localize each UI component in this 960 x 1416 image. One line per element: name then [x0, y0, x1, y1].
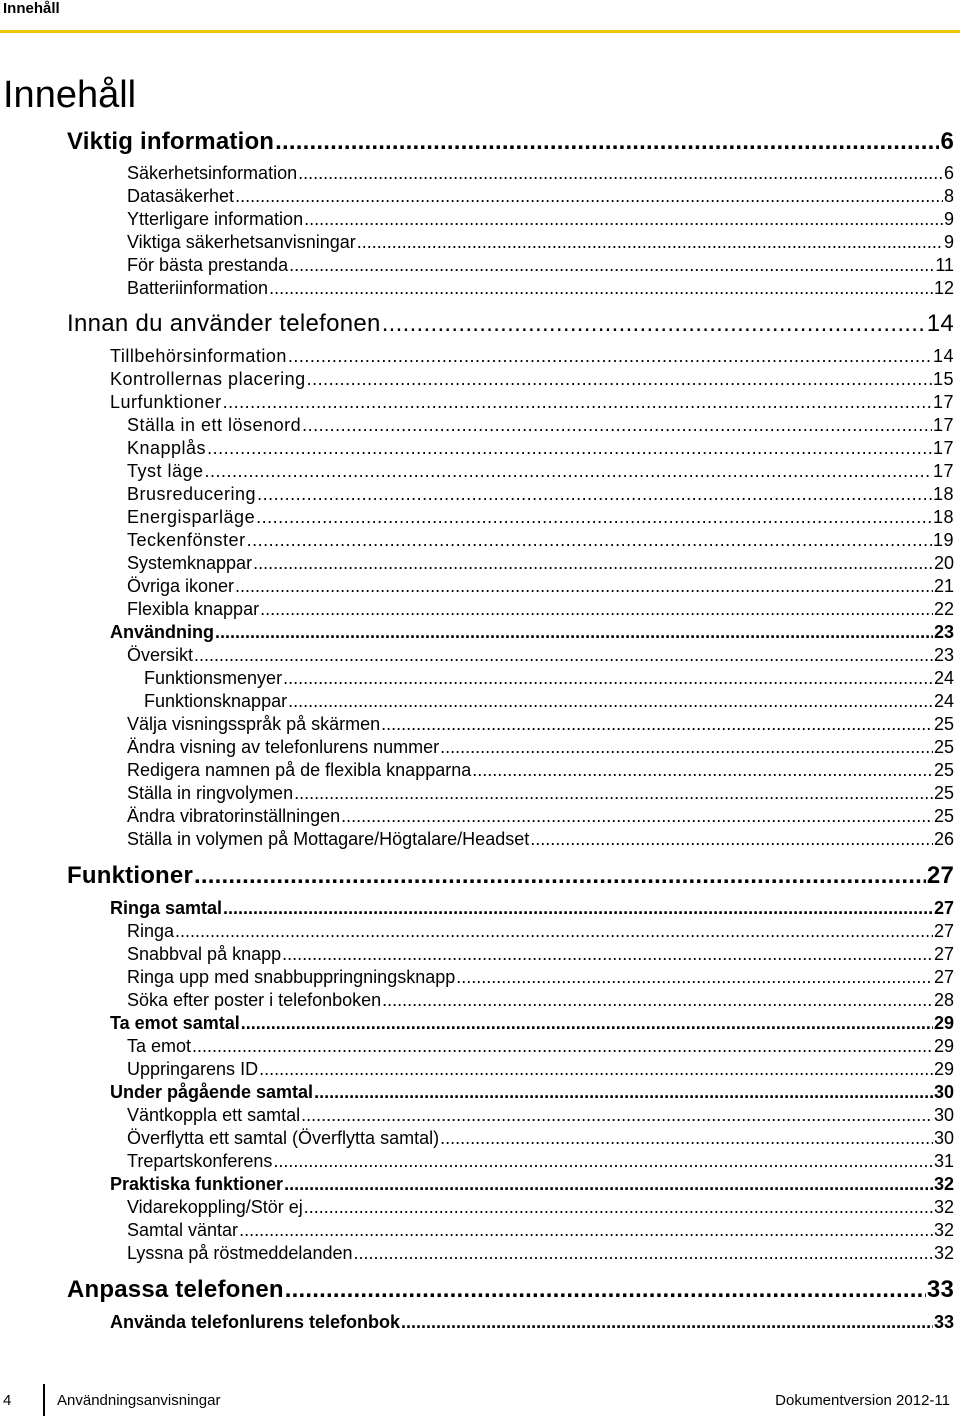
- toc-entry[interactable]: [127, 553, 954, 574]
- toc-entry-page: 30: [933, 1082, 954, 1102]
- toc-dot-leader: [215, 622, 933, 643]
- toc-entry-page: 33: [933, 1312, 954, 1332]
- toc-dot-leader: [440, 1128, 933, 1149]
- toc-entry[interactable]: [67, 862, 954, 890]
- toc-entry-page: 6: [943, 163, 954, 183]
- header-bar: [0, 0, 960, 33]
- toc-entry-page: 18: [932, 507, 954, 527]
- header-title: Innehåll: [3, 0, 60, 17]
- toc-entry-page: 25: [933, 737, 954, 757]
- toc-entry-page: 20: [933, 553, 954, 573]
- toc-entry-title: Använda telefonlurens telefonbok: [110, 1312, 401, 1332]
- toc-dot-leader: [382, 990, 933, 1011]
- toc-entry-page: 29: [933, 1013, 954, 1033]
- toc-entry[interactable]: [127, 829, 954, 850]
- toc-entry-title: Systemknappar: [127, 553, 253, 573]
- toc-entry-title: Brusreducering: [127, 484, 257, 504]
- toc-entry-title: Övriga ikoner: [127, 576, 235, 596]
- toc-entry-page: 9: [943, 232, 954, 252]
- toc-entry[interactable]: [127, 1197, 954, 1218]
- toc-entry[interactable]: [110, 1174, 954, 1195]
- toc-dot-leader: [282, 944, 933, 965]
- toc-dot-leader: [257, 484, 932, 505]
- toc-entry-title: Ta emot: [127, 1036, 192, 1056]
- toc-entry[interactable]: [127, 530, 954, 551]
- toc-entry-title: Översikt: [127, 645, 194, 665]
- toc-entry-title: Ställa in ett lösenord: [127, 415, 302, 435]
- toc-entry[interactable]: [127, 232, 954, 253]
- toc-entry-page: 8: [943, 186, 954, 206]
- toc-dot-leader: [382, 310, 926, 338]
- toc-entry-page: 19: [932, 530, 954, 550]
- toc-entry-title: Vidarekoppling/Stör ej: [127, 1197, 303, 1217]
- toc-dot-leader: [284, 1174, 933, 1195]
- toc-entry-title: Uppringarens ID: [127, 1059, 259, 1079]
- toc-entry-title: Funktioner: [67, 862, 193, 889]
- toc-entry[interactable]: [110, 1013, 954, 1034]
- toc-entry[interactable]: [127, 1220, 954, 1241]
- toc-entry-title: Funktionsknappar: [144, 691, 288, 711]
- toc-entry-title: Ändra visning av telefonlurens nummer: [127, 737, 440, 757]
- toc-entry[interactable]: [127, 760, 954, 781]
- toc-entry-title: Lurfunktioner: [110, 392, 222, 412]
- toc-dot-leader: [194, 645, 933, 666]
- toc-entry-page: 29: [933, 1036, 954, 1056]
- toc-dot-leader: [235, 576, 933, 597]
- toc-entry-title: Ställa in ringvolymen: [127, 783, 294, 803]
- toc-entry[interactable]: [127, 1059, 954, 1080]
- toc-entry[interactable]: [127, 576, 954, 597]
- toc-dot-leader: [223, 898, 933, 919]
- toc-entry-title: Snabbval på knapp: [127, 944, 282, 964]
- toc-entry-title: Användning: [110, 622, 214, 642]
- toc-entry-page: 14: [926, 310, 954, 337]
- toc-entry-page: 15: [932, 369, 954, 389]
- toc-entry-title: Energisparläge: [127, 507, 256, 527]
- footer-divider: [43, 1384, 45, 1416]
- toc-entry-page: 27: [926, 862, 954, 889]
- toc-entry-title: Anpassa telefonen: [67, 1276, 284, 1303]
- toc-entry-title: Kontrollernas placering: [110, 369, 306, 389]
- toc-entry-page: 32: [933, 1220, 954, 1240]
- toc-entry[interactable]: [127, 1151, 954, 1172]
- toc-entry[interactable]: [110, 346, 954, 367]
- toc-entry[interactable]: [144, 668, 954, 689]
- toc-entry[interactable]: [127, 967, 954, 988]
- toc-entry-page: 30: [933, 1105, 954, 1125]
- toc-entry[interactable]: [127, 1243, 954, 1264]
- toc-entry-title: Knapplås: [127, 438, 207, 458]
- toc-dot-leader: [301, 1105, 933, 1126]
- toc-entry-page: 17: [932, 461, 954, 481]
- toc-entry[interactable]: [144, 691, 954, 712]
- toc-entry-title: Viktig information: [67, 128, 275, 155]
- toc-dot-leader: [302, 415, 932, 436]
- toc-entry[interactable]: [127, 714, 954, 735]
- toc-entry-title: Tyst läge: [127, 461, 204, 481]
- footer-manual-name: Användningsanvisningar: [57, 1392, 221, 1409]
- toc-entry-page: 18: [932, 484, 954, 504]
- toc-dot-leader: [247, 530, 932, 551]
- toc-entry-title: Redigera namnen på de flexibla knapparna: [127, 760, 472, 780]
- toc-entry-page: 17: [932, 438, 954, 458]
- toc-entry-title: Praktiska funktioner: [110, 1174, 284, 1194]
- page-title: Innehåll: [3, 74, 137, 116]
- toc-dot-leader: [207, 438, 932, 459]
- toc-dot-leader: [283, 668, 933, 689]
- toc-dot-leader: [440, 737, 933, 758]
- toc-entry[interactable]: [127, 1036, 954, 1057]
- toc-entry-title: Trepartskonferens: [127, 1151, 273, 1171]
- toc-dot-leader: [285, 1276, 926, 1304]
- toc-entry-page: 25: [933, 806, 954, 826]
- toc-entry-title: Ta emot samtal: [110, 1013, 240, 1033]
- toc-dot-leader: [256, 507, 932, 528]
- toc-entry[interactable]: [127, 944, 954, 965]
- toc-dot-leader: [205, 461, 932, 482]
- toc-entry-page: 33: [926, 1276, 954, 1303]
- toc-entry-title: Ringa upp med snabbuppringningsknapp: [127, 967, 456, 987]
- toc-dot-leader: [381, 714, 933, 735]
- toc-dot-leader: [341, 806, 933, 827]
- toc-entry[interactable]: [127, 163, 954, 184]
- toc-entry[interactable]: [127, 415, 954, 436]
- toc-dot-leader: [241, 1013, 933, 1034]
- toc-entry[interactable]: [110, 1312, 954, 1333]
- toc-entry-title: Lyssna på röstmeddelanden: [127, 1243, 353, 1263]
- toc-dot-leader: [530, 829, 933, 850]
- toc-entry[interactable]: [67, 310, 954, 338]
- toc-entry-page: 21: [933, 576, 954, 596]
- toc-entry-title: Ändra vibratorinställningen: [127, 806, 341, 826]
- toc-entry[interactable]: [127, 186, 954, 207]
- toc-entry[interactable]: [110, 369, 954, 390]
- toc-dot-leader: [259, 1059, 933, 1080]
- toc-dot-leader: [294, 783, 933, 804]
- toc-dot-leader: [175, 921, 933, 942]
- toc-entry-page: 25: [933, 783, 954, 803]
- toc-entry[interactable]: [127, 438, 954, 459]
- toc-entry[interactable]: [127, 737, 954, 758]
- toc-entry-page: 31: [933, 1151, 954, 1171]
- toc-entry-title: Tillbehörsinformation: [110, 346, 287, 366]
- toc-dot-leader: [401, 1312, 933, 1333]
- toc-entry[interactable]: [127, 209, 954, 230]
- toc-entry[interactable]: [110, 392, 954, 413]
- toc-entry[interactable]: [110, 1082, 954, 1103]
- toc-entry-page: 27: [933, 944, 954, 964]
- toc-dot-leader: [298, 163, 943, 184]
- toc-dot-leader: [239, 1220, 933, 1241]
- toc-entry-page: 11: [935, 255, 954, 275]
- toc-entry-page: 14: [932, 346, 954, 366]
- toc-entry[interactable]: [127, 599, 954, 620]
- toc-entry-page: 29: [933, 1059, 954, 1079]
- toc-entry[interactable]: [127, 783, 954, 804]
- toc-entry-title: Viktiga säkerhetsanvisningar: [127, 232, 356, 252]
- toc-entry-title: Söka efter poster i telefonboken: [127, 990, 382, 1010]
- toc-entry-title: För bästa prestanda: [127, 255, 289, 275]
- toc-entry-page: 28: [933, 990, 954, 1010]
- toc-entry-page: 17: [932, 415, 954, 435]
- toc-entry[interactable]: [127, 255, 954, 276]
- toc-entry-page: 26: [933, 829, 954, 849]
- toc-entry[interactable]: [127, 278, 954, 299]
- toc-entry-title: Väntkoppla ett samtal: [127, 1105, 301, 1125]
- toc-entry-title: Säkerhetsinformation: [127, 163, 298, 183]
- toc-dot-leader: [289, 255, 934, 276]
- toc-entry-page: 6: [940, 128, 954, 155]
- toc-entry[interactable]: [127, 806, 954, 827]
- toc-entry[interactable]: [110, 898, 954, 919]
- toc-entry-title: Välja visningsspråk på skärmen: [127, 714, 381, 734]
- toc-entry[interactable]: [127, 1128, 954, 1149]
- toc-entry-page: 24: [933, 691, 954, 711]
- toc-entry-page: 32: [933, 1243, 954, 1263]
- toc-entry[interactable]: [110, 622, 954, 643]
- toc-dot-leader: [288, 691, 933, 712]
- toc-entry-page: 23: [933, 645, 954, 665]
- toc-dot-leader: [353, 1243, 932, 1264]
- toc-dot-leader: [253, 553, 933, 574]
- toc-entry-page: 17: [932, 392, 954, 412]
- toc-dot-leader: [357, 232, 943, 253]
- toc-dot-leader: [275, 128, 939, 156]
- toc-dot-leader: [456, 967, 933, 988]
- toc-dot-leader: [235, 186, 943, 207]
- toc-dot-leader: [260, 599, 933, 620]
- toc-entry-title: Innan du använder telefonen: [67, 310, 381, 337]
- toc-entry-title: Teckenfönster: [127, 530, 246, 550]
- toc-dot-leader: [192, 1036, 933, 1057]
- toc-entry-page: 24: [933, 668, 954, 688]
- toc-entry-page: 32: [933, 1174, 954, 1194]
- toc-entry-page: 30: [933, 1128, 954, 1148]
- toc-entry-page: 12: [933, 278, 954, 298]
- toc-entry-title: Överflytta ett samtal (Överflytta samtal): [127, 1128, 440, 1148]
- toc-entry-title: Ringa: [127, 921, 175, 941]
- toc-entry-title: Ringa samtal: [110, 898, 223, 918]
- footer-doc-version: Dokumentversion 2012-11: [775, 1392, 950, 1409]
- toc-dot-leader: [472, 760, 933, 781]
- footer-page-number: 4: [3, 1392, 12, 1409]
- toc-dot-leader: [194, 862, 926, 890]
- toc-entry[interactable]: [127, 484, 954, 505]
- toc-entry-page: 25: [933, 714, 954, 734]
- toc-entry-page: 23: [933, 622, 954, 642]
- toc-entry[interactable]: [127, 1105, 954, 1126]
- toc-dot-leader: [273, 1151, 933, 1172]
- toc-entry[interactable]: [67, 1276, 954, 1304]
- toc-entry-title: Datasäkerhet: [127, 186, 235, 206]
- toc-entry[interactable]: [127, 990, 954, 1011]
- toc-entry-page: 27: [933, 967, 954, 987]
- toc-entry[interactable]: [127, 645, 954, 666]
- toc-dot-leader: [288, 346, 932, 367]
- toc-dot-leader: [304, 209, 943, 230]
- toc-entry[interactable]: [67, 128, 954, 156]
- toc-entry-title: Samtal väntar: [127, 1220, 239, 1240]
- toc-entry-page: 27: [933, 921, 954, 941]
- toc-entry-page: 9: [943, 209, 954, 229]
- toc-entry[interactable]: [127, 507, 954, 528]
- toc-entry-title: Ställa in volymen på Mottagare/Högtalare/Headset: [127, 829, 530, 849]
- toc-entry-title: Under pågående samtal: [110, 1082, 314, 1102]
- toc-dot-leader: [223, 392, 932, 413]
- toc-entry-page: 22: [933, 599, 954, 619]
- toc-entry-page: 32: [933, 1197, 954, 1217]
- toc-entry[interactable]: [127, 461, 954, 482]
- toc-entry-title: Batteriinformation: [127, 278, 269, 298]
- toc-entry-title: Flexibla knappar: [127, 599, 260, 619]
- toc-dot-leader: [269, 278, 933, 299]
- toc-entry-page: 27: [933, 898, 954, 918]
- toc-entry[interactable]: [127, 921, 954, 942]
- toc-entry-page: 25: [933, 760, 954, 780]
- toc-entry-title: Ytterligare information: [127, 209, 304, 229]
- toc-entry-title: Funktionsmenyer: [144, 668, 283, 688]
- toc-dot-leader: [314, 1082, 933, 1103]
- page-footer: [0, 1384, 960, 1416]
- toc-dot-leader: [304, 1197, 933, 1218]
- toc-dot-leader: [307, 369, 932, 390]
